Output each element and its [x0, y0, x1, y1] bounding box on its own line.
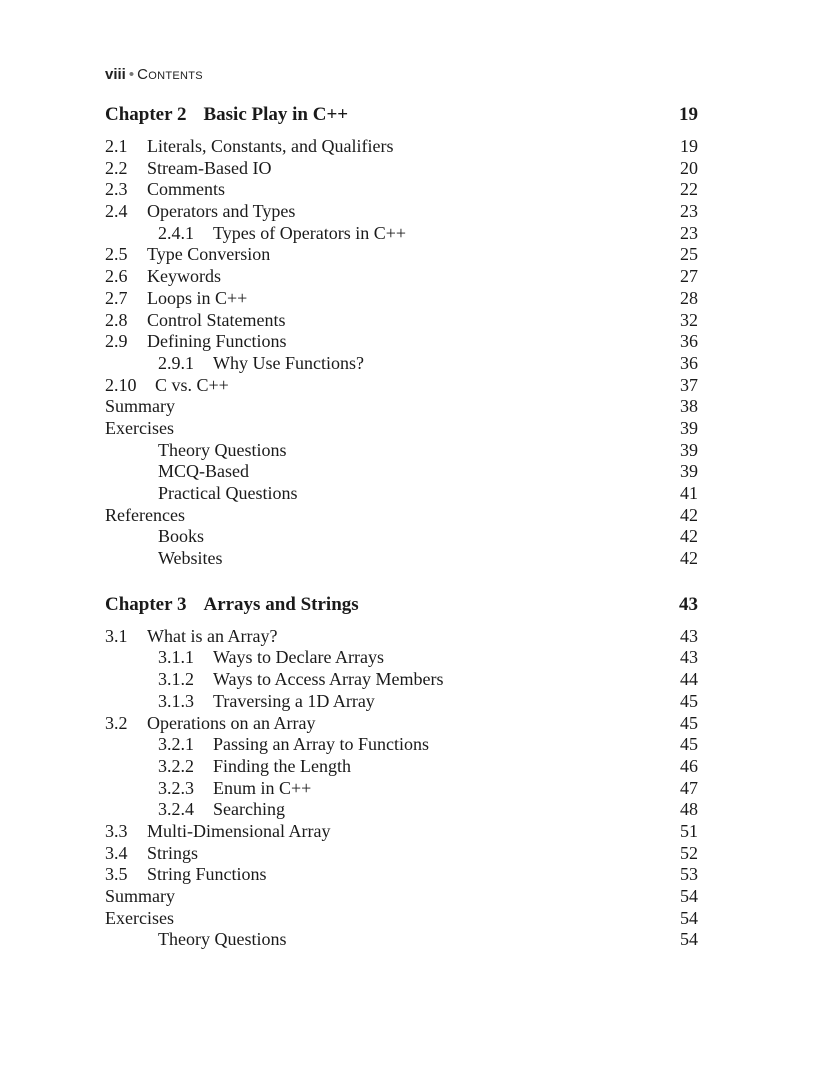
toc-entry[interactable] [105, 843, 698, 865]
toc-subentry[interactable] [105, 223, 698, 245]
entry-page: 54 [680, 907, 698, 928]
toc-entry[interactable] [105, 179, 698, 201]
entry-number: 2.6 [105, 266, 128, 287]
entry-title: Why Use Functions? [213, 352, 364, 373]
entry-title: Summary [105, 886, 175, 906]
toc-entry[interactable] [105, 396, 698, 418]
bullet-separator: • [128, 66, 135, 83]
toc-subentry[interactable] [105, 756, 698, 778]
entry-number: 2.7 [105, 287, 128, 308]
entry-number: 3.1.1 [158, 647, 194, 668]
entry-page: 42 [680, 526, 698, 547]
toc-entry[interactable] [105, 821, 698, 843]
entry-page: 45 [680, 734, 698, 755]
entry-number: 3.1.3 [158, 690, 194, 711]
entry-title: Multi-Dimensional Array [147, 820, 331, 841]
entry-page: 25 [680, 244, 698, 265]
entry-page: 41 [680, 483, 698, 503]
chapter-title: Arrays and Strings [203, 593, 359, 615]
chapter-title-group [105, 104, 348, 126]
toc-entry[interactable] [105, 864, 698, 886]
entry-title: Finding the Length [213, 755, 351, 776]
entry-title: Websites [158, 548, 223, 569]
entry-title: Exercises [105, 907, 174, 928]
toc-entry[interactable] [105, 310, 698, 332]
chapter-heading[interactable] [105, 594, 698, 622]
entry-page: 28 [680, 287, 698, 308]
entry-page: 27 [680, 266, 698, 287]
toc-entry[interactable] [105, 375, 698, 397]
entry-page: 45 [680, 690, 698, 711]
entry-title: Strings [147, 842, 199, 863]
entry-page: 43 [680, 647, 698, 668]
entry-page: 39 [680, 439, 698, 460]
chapter-page: 19 [679, 104, 698, 125]
entry-title: Summary [105, 396, 175, 417]
entry-page: 48 [680, 799, 698, 820]
toc-subentry[interactable] [105, 669, 698, 691]
entry-page: 23 [680, 201, 698, 222]
entry-title: Control Statements [147, 309, 286, 330]
entry-title: Theory Questions [158, 929, 287, 950]
entry-title: Operations on an Array [147, 712, 316, 733]
entry-number: 3.1 [105, 625, 128, 646]
section-title: Contents [137, 66, 203, 83]
entry-title: Theory Questions [158, 439, 287, 460]
toc-entry[interactable] [105, 886, 698, 908]
toc-entry[interactable] [105, 244, 698, 266]
entry-page: 54 [680, 929, 698, 950]
toc-subentry[interactable] [105, 647, 698, 669]
toc-entry[interactable] [105, 288, 698, 310]
entry-number: 2.8 [105, 309, 128, 330]
entry-number: 3.3 [105, 820, 128, 841]
entry-number: 2.1 [105, 136, 128, 156]
entry-title: Ways to Access Array Members [213, 669, 444, 690]
entry-title: Operators and Types [147, 201, 296, 222]
toc-entry[interactable] [105, 505, 698, 527]
entry-page: 37 [680, 374, 698, 395]
toc-subentry[interactable] [105, 526, 698, 548]
toc-entry[interactable] [105, 713, 698, 735]
entry-title: Loops in C++ [147, 287, 248, 308]
entry-title: Comments [147, 179, 226, 200]
toc-subentry[interactable] [105, 461, 698, 483]
chapter-title-group [105, 594, 359, 616]
toc-entry[interactable] [105, 201, 698, 223]
entry-title: Types of Operators in C++ [213, 222, 407, 243]
entry-number: 2.9 [105, 331, 128, 352]
entry-title: MCQ-Based [158, 461, 249, 482]
entry-page: 39 [680, 417, 698, 438]
entry-page: 42 [680, 504, 698, 525]
entry-page: 23 [680, 222, 698, 243]
entry-title: Keywords [147, 266, 221, 287]
entry-page: 51 [680, 820, 698, 841]
entry-page: 32 [680, 309, 698, 330]
toc-subentry[interactable] [105, 483, 698, 505]
entry-number: 3.2 [105, 712, 128, 733]
entry-number: 3.2.3 [158, 777, 194, 798]
entry-page: 36 [680, 352, 698, 373]
toc-entry[interactable] [105, 158, 698, 180]
entry-title: Traversing a 1D Array [213, 690, 375, 711]
entry-page: 38 [680, 396, 698, 417]
entry-number: 3.1.2 [158, 669, 194, 690]
entry-title: What is an Array? [147, 625, 278, 646]
chapter-label: Chapter 3 [105, 593, 187, 615]
entry-number: 2.5 [105, 244, 128, 265]
toc-subentry[interactable] [105, 778, 698, 800]
entry-number: 2.4 [105, 201, 128, 222]
entry-title: Defining Functions [147, 331, 287, 352]
entry-number: 2.4.1 [158, 222, 194, 243]
toc-subentry[interactable] [105, 929, 698, 951]
chapter-title: Basic Play in C++ [203, 104, 349, 125]
entry-number: 3.4 [105, 842, 128, 863]
toc-subentry[interactable] [105, 799, 698, 821]
toc-subentry[interactable] [105, 440, 698, 462]
entry-number: 2.3 [105, 179, 128, 200]
toc-subentry[interactable] [105, 353, 698, 375]
entry-page: 45 [680, 712, 698, 733]
toc-entry[interactable] [105, 266, 698, 288]
chapter-page: 43 [679, 593, 698, 615]
toc-subentry[interactable] [105, 734, 698, 756]
entry-number: 3.2.2 [158, 755, 194, 776]
entry-title: Ways to Declare Arrays [213, 647, 384, 668]
entry-number: 3.2.1 [158, 734, 194, 755]
entry-title: Books [158, 526, 205, 547]
running-head [105, 66, 203, 83]
page-number: viii [105, 66, 126, 83]
toc-entry[interactable] [105, 908, 698, 930]
entry-page: 53 [680, 864, 698, 885]
entry-page: 22 [680, 179, 698, 200]
entry-page: 47 [680, 777, 698, 798]
entry-page: 39 [680, 461, 698, 482]
toc-entry[interactable] [105, 136, 698, 158]
entry-number: 2.9.1 [158, 352, 194, 373]
entry-page: 44 [680, 669, 698, 690]
entry-number: 2.2 [105, 157, 128, 178]
entry-page: 36 [680, 331, 698, 352]
toc-entry[interactable] [105, 331, 698, 353]
entry-page: 43 [680, 625, 698, 646]
entry-title: Enum in C++ [213, 777, 312, 798]
toc-subentry[interactable] [105, 691, 698, 713]
entry-title: Searching [213, 799, 285, 820]
entry-number: 2.10 [105, 374, 137, 395]
entry-title: Practical Questions [158, 483, 298, 503]
chapter-heading[interactable] [105, 104, 698, 132]
entry-page: 42 [680, 548, 698, 569]
chapter-gap [105, 570, 698, 594]
entry-title: Stream-Based IO [147, 157, 272, 178]
toc-entry[interactable] [105, 418, 698, 440]
entry-title: Type Conversion [147, 244, 271, 265]
entry-page: 54 [680, 886, 698, 906]
chapter-label: Chapter 2 [105, 104, 187, 125]
entry-title: String Functions [147, 864, 267, 885]
entry-title: References [105, 504, 185, 525]
toc-entry[interactable] [105, 626, 698, 648]
table-of-contents [105, 104, 698, 951]
entry-number: 3.5 [105, 864, 128, 885]
entry-page: 19 [680, 136, 698, 156]
entry-number: 3.2.4 [158, 799, 194, 820]
entry-title: Exercises [105, 417, 174, 438]
entry-title: Literals, Constants, and Qualifiers [147, 136, 394, 156]
entry-page: 20 [680, 157, 698, 178]
entry-title: Passing an Array to Functions [213, 734, 429, 755]
entry-page: 46 [680, 755, 698, 776]
toc-subentry[interactable] [105, 548, 698, 570]
entry-title: C vs. C++ [155, 374, 229, 395]
entry-page: 52 [680, 842, 698, 863]
